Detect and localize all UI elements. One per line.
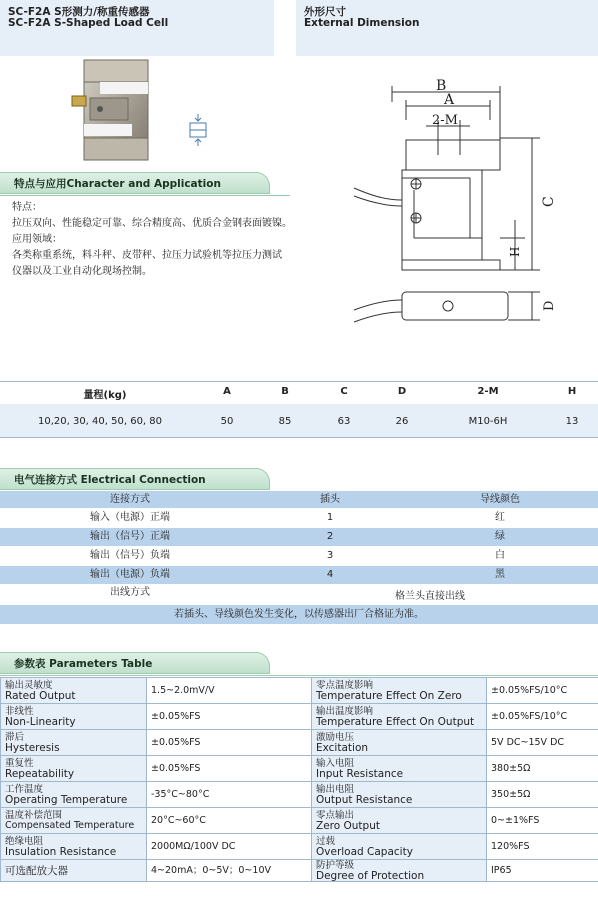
params-section-tab: 参数表 Parameters Table bbox=[0, 652, 270, 674]
param-value: 380±5Ω bbox=[487, 756, 598, 782]
param-label-en: Operating Temperature bbox=[5, 793, 128, 806]
param-label-cn: 非线性 bbox=[5, 705, 34, 717]
param-label-cn: 工作温度 bbox=[5, 783, 44, 795]
param-label bbox=[1, 808, 147, 834]
param-label-en: Rated Output bbox=[5, 689, 76, 702]
drawing-label-m: 2-M bbox=[432, 113, 458, 128]
dim-header-a: A bbox=[223, 386, 231, 397]
param-label bbox=[1, 782, 147, 808]
drawing-label-b: B bbox=[436, 78, 447, 94]
dim-header-h: H bbox=[567, 386, 577, 397]
param-label bbox=[1, 834, 147, 860]
param-label bbox=[312, 782, 487, 808]
drawing-label-a: A bbox=[444, 92, 455, 108]
dim-header-d: D bbox=[397, 386, 407, 397]
table-row bbox=[1, 704, 598, 730]
elec-color: 黑 bbox=[495, 569, 505, 580]
param-label-en: Temperature Effect On Output bbox=[316, 715, 475, 728]
param-value: 1.5~2.0mV/V bbox=[147, 678, 312, 704]
electrical-note-row bbox=[0, 605, 598, 624]
dim-value-range: 10,20, 30, 40, 50, 60, 80 bbox=[37, 416, 163, 427]
drawing-label-d: D bbox=[542, 300, 557, 311]
dim-header-b: B bbox=[281, 386, 289, 397]
elec-header-color: 导线颜色 bbox=[480, 494, 520, 505]
dimension-title-cn: 外形尺寸 bbox=[304, 6, 346, 18]
param-value: ±0.05%FS bbox=[147, 756, 312, 782]
param-label-en: Overload Capacity bbox=[316, 845, 413, 858]
elec-outlet-label: 出线方式 bbox=[110, 587, 150, 598]
param-value: 0~±1%FS bbox=[487, 808, 598, 834]
param-label bbox=[1, 678, 147, 704]
dim-value-a: 50 bbox=[220, 416, 234, 427]
param-value: ±0.05%FS bbox=[147, 704, 312, 730]
param-label-en: Temperature Effect On Zero bbox=[316, 689, 462, 702]
param-label bbox=[312, 756, 487, 782]
param-label bbox=[312, 678, 487, 704]
param-value: 5V DC~15V DC bbox=[487, 730, 598, 756]
title-en: SC-F2A S-Shaped Load Cell bbox=[8, 17, 169, 29]
elec-header-method: 连接方式 bbox=[110, 494, 150, 505]
electrical-section-tab: 电气连接方式 Electrical Connection bbox=[0, 468, 270, 490]
dim-header-c: C bbox=[340, 386, 348, 397]
character-text bbox=[12, 200, 302, 280]
elec-plug: 4 bbox=[326, 569, 334, 580]
param-label bbox=[312, 808, 487, 834]
elec-plug: 2 bbox=[326, 531, 334, 542]
character-line: 拉压双向、性能稳定可靠、综合精度高、优质合金钢表面镀镍。 bbox=[12, 218, 292, 229]
drawing-label-c: C bbox=[541, 196, 557, 207]
param-label-en: Non-Linearity bbox=[5, 715, 76, 728]
param-value: 350±5Ω bbox=[487, 782, 598, 808]
table-row bbox=[1, 808, 598, 834]
table-row bbox=[0, 566, 598, 584]
param-label bbox=[1, 704, 147, 730]
param-label bbox=[1, 860, 147, 882]
load-cell-symbol-icon bbox=[186, 113, 210, 147]
param-label-en: Repeatability bbox=[5, 767, 75, 780]
param-label-en: Compensated Temperature bbox=[5, 819, 135, 831]
table-row bbox=[0, 528, 598, 546]
product-photo bbox=[70, 58, 160, 168]
title-cn: SC-F2A S形测力/称重传感器 bbox=[8, 6, 150, 18]
outlet-row bbox=[0, 585, 598, 605]
elec-method: 输入（电源）正端 bbox=[90, 512, 170, 523]
param-label-cn: 温度补偿范围 bbox=[5, 809, 63, 821]
elec-color: 白 bbox=[495, 550, 505, 561]
table-row bbox=[1, 834, 598, 860]
param-label bbox=[312, 834, 487, 860]
elec-note: 若插头、导线颜色发生变化，以传感器出厂合格证为准。 bbox=[174, 609, 424, 620]
dim-value-c: 63 bbox=[337, 416, 351, 427]
param-label-en: Input Resistance bbox=[316, 767, 404, 780]
character-line: 应用领域： bbox=[12, 234, 62, 245]
elec-plug: 1 bbox=[326, 512, 334, 523]
header-right-box bbox=[296, 0, 598, 56]
elec-method: 输出（电源）负端 bbox=[90, 569, 170, 580]
param-label bbox=[312, 860, 487, 882]
electrical-header-row bbox=[0, 491, 598, 508]
elec-plug: 3 bbox=[326, 550, 334, 561]
param-value: 120%FS bbox=[487, 834, 598, 860]
elec-outlet-value: 格兰头直接出线 bbox=[395, 591, 465, 602]
param-label-cn: 过载 bbox=[316, 835, 336, 847]
param-label-en: Hysteresis bbox=[5, 741, 60, 754]
param-value: ±0.05%FS/10°C bbox=[487, 678, 598, 704]
param-label-en: Output Resistance bbox=[316, 793, 413, 806]
param-value: ±0.05%FS/10°C bbox=[487, 704, 598, 730]
dimension-table bbox=[0, 381, 598, 437]
param-label-cn: 输出温度影响 bbox=[316, 705, 374, 717]
table-row bbox=[1, 782, 598, 808]
drawing-label-h: H bbox=[508, 246, 522, 257]
dim-value-d: 26 bbox=[395, 416, 409, 427]
param-label-cn: 零点温度影响 bbox=[316, 679, 374, 691]
params-section-line bbox=[0, 675, 598, 676]
dim-value-b: 85 bbox=[278, 416, 292, 427]
table-row bbox=[0, 547, 598, 565]
param-label bbox=[312, 704, 487, 730]
param-label-cn: 输出灵敏度 bbox=[5, 679, 53, 691]
table-row bbox=[1, 756, 598, 782]
parameters-table bbox=[0, 677, 598, 882]
param-label-cn: 绝缘电阻 bbox=[5, 835, 44, 847]
param-value: 20°C~60°C bbox=[147, 808, 312, 834]
param-label-en: Degree of Protection bbox=[316, 869, 425, 882]
dimension-drawing bbox=[340, 60, 590, 350]
character-section-line bbox=[0, 195, 290, 196]
character-line: 特点： bbox=[12, 202, 42, 213]
param-label bbox=[312, 730, 487, 756]
elec-color: 绿 bbox=[495, 531, 505, 542]
dim-header-m: 2-M bbox=[477, 386, 499, 397]
elec-method: 输出（信号）正端 bbox=[90, 531, 170, 542]
param-label-en: Excitation bbox=[316, 741, 369, 754]
param-label-en: Insulation Resistance bbox=[5, 845, 117, 858]
param-label-cn: 输入电阻 bbox=[316, 757, 355, 769]
param-label-cn: 输出电阻 bbox=[316, 783, 355, 795]
param-label bbox=[1, 756, 147, 782]
param-label-cn: 零点输出 bbox=[316, 809, 355, 821]
param-value: ±0.05%FS bbox=[147, 730, 312, 756]
dimension-header-row bbox=[0, 381, 598, 405]
dimension-title-en: External Dimension bbox=[304, 17, 420, 29]
dimension-data-row bbox=[0, 404, 598, 438]
param-label-cn: 重复性 bbox=[5, 757, 34, 769]
elec-method: 输出（信号）负端 bbox=[90, 550, 170, 561]
table-row bbox=[1, 730, 598, 756]
elec-color: 红 bbox=[495, 512, 505, 523]
table-row bbox=[0, 509, 598, 527]
param-label-en: Zero Output bbox=[316, 819, 380, 832]
dim-header-range: 量程(kg) bbox=[83, 390, 127, 401]
dim-value-m: M10-6H bbox=[468, 416, 508, 427]
table-row bbox=[1, 860, 598, 882]
param-value: IP65 bbox=[487, 860, 598, 882]
param-value: 2000MΩ/100V DC bbox=[147, 834, 312, 860]
param-value: -35°C~80°C bbox=[147, 782, 312, 808]
elec-header-plug: 插头 bbox=[320, 494, 340, 505]
header-left-box bbox=[0, 0, 274, 56]
table-row bbox=[1, 678, 598, 704]
param-label-cn: 激励电压 bbox=[316, 731, 355, 743]
param-value: 4~20mA；0~5V；0~10V bbox=[147, 860, 312, 882]
dim-value-h: 13 bbox=[565, 416, 579, 427]
param-label-cn: 防护等级 bbox=[316, 859, 355, 871]
character-line: 仪器以及工业自动化现场控制。 bbox=[12, 266, 152, 277]
param-label-cn: 可选配放大器 bbox=[5, 864, 68, 877]
param-label-cn: 滞后 bbox=[5, 731, 25, 743]
character-line: 各类称重系统，料斗秤、皮带秤、拉压力试验机等拉压力测试 bbox=[12, 250, 282, 261]
param-label bbox=[1, 730, 147, 756]
character-section-tab: 特点与应用Character and Application bbox=[0, 172, 270, 194]
